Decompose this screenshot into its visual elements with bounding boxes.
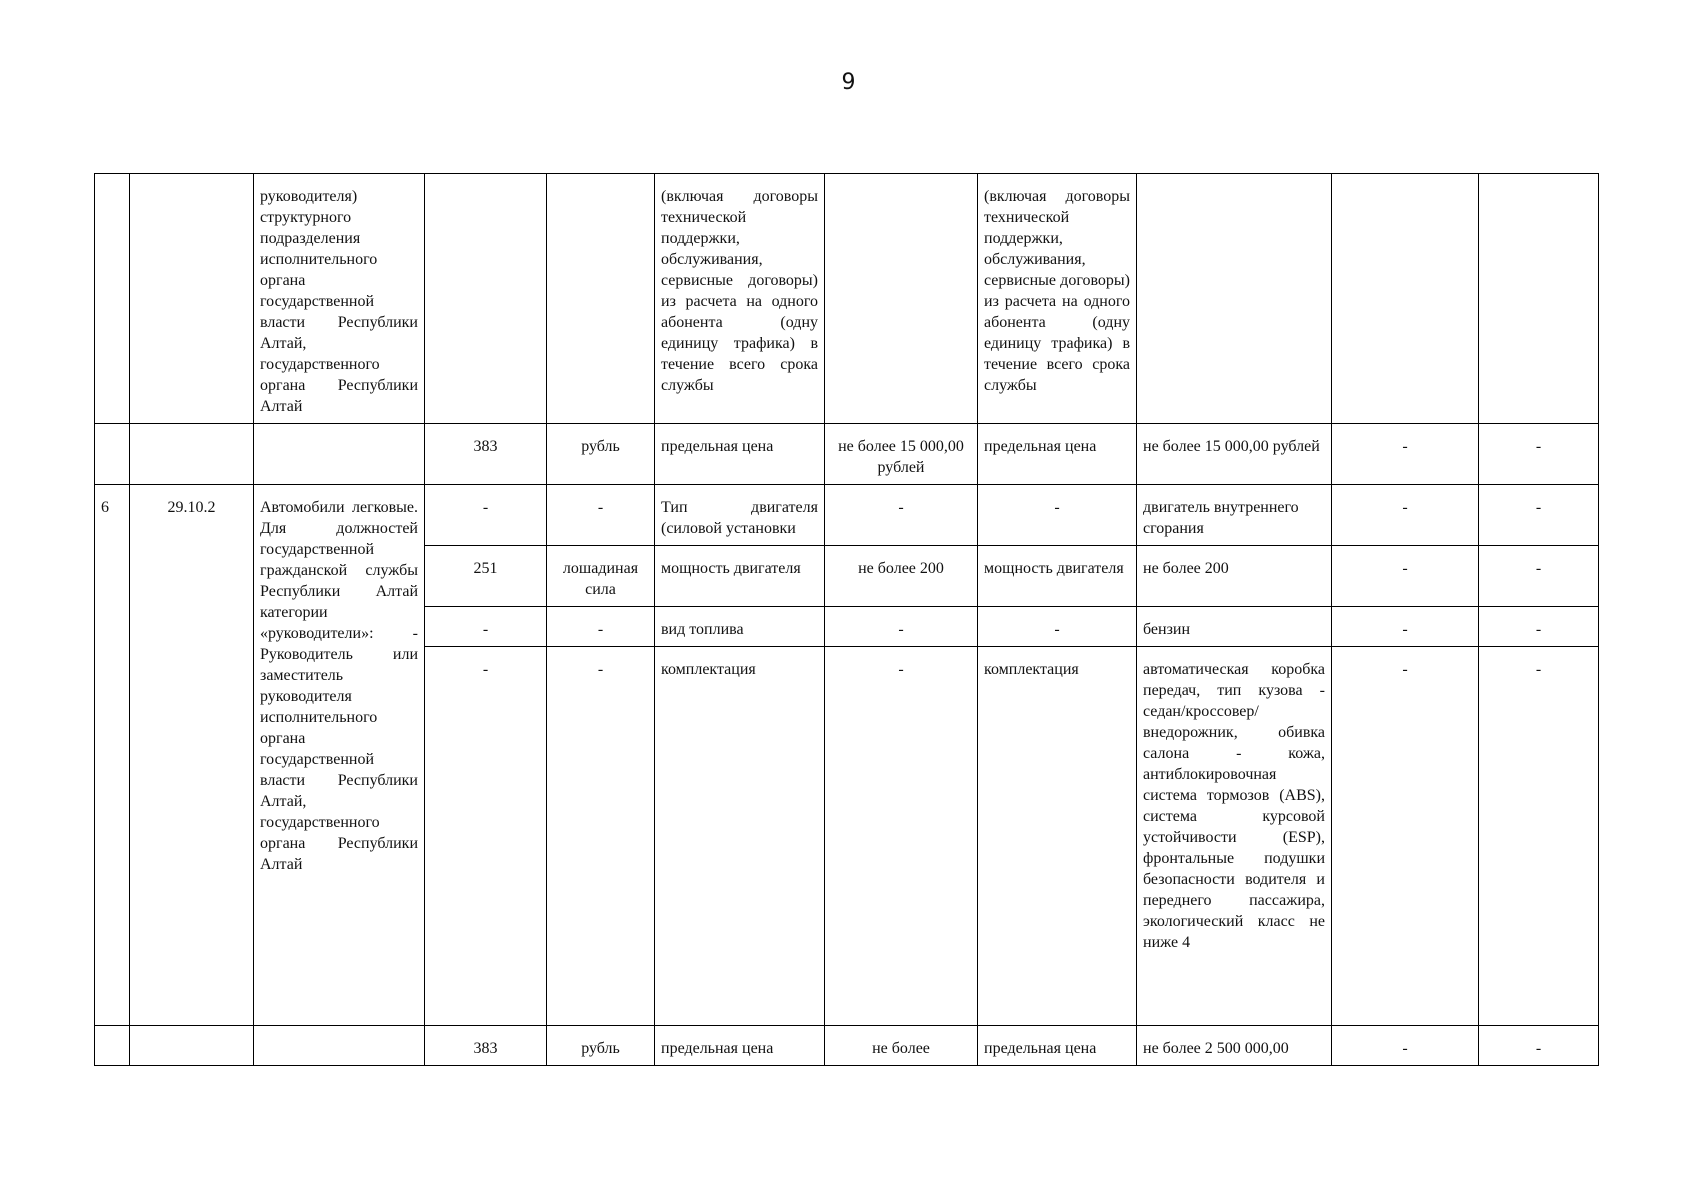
cell-extra-2: -	[1479, 1026, 1599, 1066]
cell-extra-1	[1332, 174, 1479, 424]
cell-okpd	[130, 424, 254, 485]
cell-extra-1: -	[1332, 647, 1479, 1026]
cell-extra-1: -	[1332, 1026, 1479, 1066]
cell-code: -	[425, 647, 547, 1026]
cell-value-2: двигатель внутреннего сгорания	[1137, 485, 1332, 546]
cell-value	[825, 174, 978, 424]
cell-extra-1: -	[1332, 546, 1479, 607]
cell-unit: рубль	[547, 424, 655, 485]
cell-code: -	[425, 485, 547, 546]
cell-num	[95, 424, 130, 485]
cell-position: руководителя) структурного подразделения исполнительного органа государственной власти Республики Алтай, государственного органа Республики Алтай	[254, 174, 425, 424]
cell-characteristic: предельная цена	[655, 1026, 825, 1066]
cell-characteristic: Тип двигателя (силовой установки	[655, 485, 825, 546]
cell-value: -	[825, 647, 978, 1026]
cell-value-2: не более 200	[1137, 546, 1332, 607]
cell-extra-2: -	[1479, 485, 1599, 546]
cell-unit: рубль	[547, 1026, 655, 1066]
cell-extra-1: -	[1332, 485, 1479, 546]
cell-value: -	[825, 485, 978, 546]
cell-extra-2: -	[1479, 424, 1599, 485]
cell-unit: -	[547, 607, 655, 647]
cell-characteristic-2: мощность двигателя	[978, 546, 1137, 607]
cell-extra-2: -	[1479, 647, 1599, 1026]
cell-code: -	[425, 607, 547, 647]
cell-value-2: бензин	[1137, 607, 1332, 647]
cell-num	[95, 174, 130, 424]
cell-okpd	[130, 174, 254, 424]
cell-value: -	[825, 607, 978, 647]
table-row-engine-type	[95, 485, 1599, 546]
cell-characteristic: (включая договоры технической поддержки, обслуживания, сервисные договоры) из расчета на одного абонента (одну единицу трафика) в течение всего срока службы	[655, 174, 825, 424]
page-number: 9	[841, 70, 856, 95]
cell-code	[425, 174, 547, 424]
table-row-price-limit	[95, 424, 1599, 485]
cell-value: не более 200	[825, 546, 978, 607]
cell-characteristic: предельная цена	[655, 424, 825, 485]
cell-extra-2: -	[1479, 546, 1599, 607]
cell-value: не более	[825, 1026, 978, 1066]
cell-value: не более 15 000,00 рублей	[825, 424, 978, 485]
cell-characteristic-2: (включая договоры технической поддержки, обслуживания, сервисные договоры) из расчета на одного абонента (одну единицу трафика) в течение всего срока службы	[978, 174, 1137, 424]
cell-extra-1: -	[1332, 424, 1479, 485]
requirements-table	[94, 173, 1599, 1066]
cell-code: 383	[425, 424, 547, 485]
table-row-price-limit-2	[95, 1026, 1599, 1066]
cell-position: Автомобили легковые. Для должностей государственной гражданской службы Республики Алтай категории «руководители»: - Руководитель или заместитель руководителя исполнительного органа государственной власти Республики Алтай, государственного органа Республики Алтай	[254, 485, 425, 1026]
cell-characteristic-2: предельная цена	[978, 424, 1137, 485]
cell-num: 6	[95, 485, 130, 1026]
cell-unit: лошадиная сила	[547, 546, 655, 607]
cell-unit	[547, 174, 655, 424]
cell-value-2: не более 2 500 000,00	[1137, 1026, 1332, 1066]
cell-value-2: автоматическая коробка передач, тип кузова - седан/кроссовер/внедорожник, обивка салона - кожа, антиблокировочная система тормозов (ABS), система курсовой устойчивости (ESP), фронтальные подушки безопасности водителя и переднего пассажира, экологический класс не ниже 4	[1137, 647, 1332, 1026]
cell-code: 251	[425, 546, 547, 607]
cell-characteristic: комплектация	[655, 647, 825, 1026]
cell-unit: -	[547, 485, 655, 546]
cell-position	[254, 1026, 425, 1066]
cell-characteristic-2: -	[978, 607, 1137, 647]
cell-okpd: 29.10.2	[130, 485, 254, 1026]
cell-extra-2: -	[1479, 607, 1599, 647]
cell-value-2: не более 15 000,00 рублей	[1137, 424, 1332, 485]
cell-okpd	[130, 1026, 254, 1066]
cell-unit: -	[547, 647, 655, 1026]
cell-code: 383	[425, 1026, 547, 1066]
cell-characteristic: мощность двигателя	[655, 546, 825, 607]
cell-characteristic-2: предельная цена	[978, 1026, 1137, 1066]
cell-characteristic: вид топлива	[655, 607, 825, 647]
cell-extra-1: -	[1332, 607, 1479, 647]
cell-characteristic-2: -	[978, 485, 1137, 546]
table-row-continued	[95, 174, 1599, 424]
cell-characteristic-2: комплектация	[978, 647, 1137, 1026]
cell-position	[254, 424, 425, 485]
cell-value-2	[1137, 174, 1332, 424]
cell-num	[95, 1026, 130, 1066]
cell-extra-2	[1479, 174, 1599, 424]
